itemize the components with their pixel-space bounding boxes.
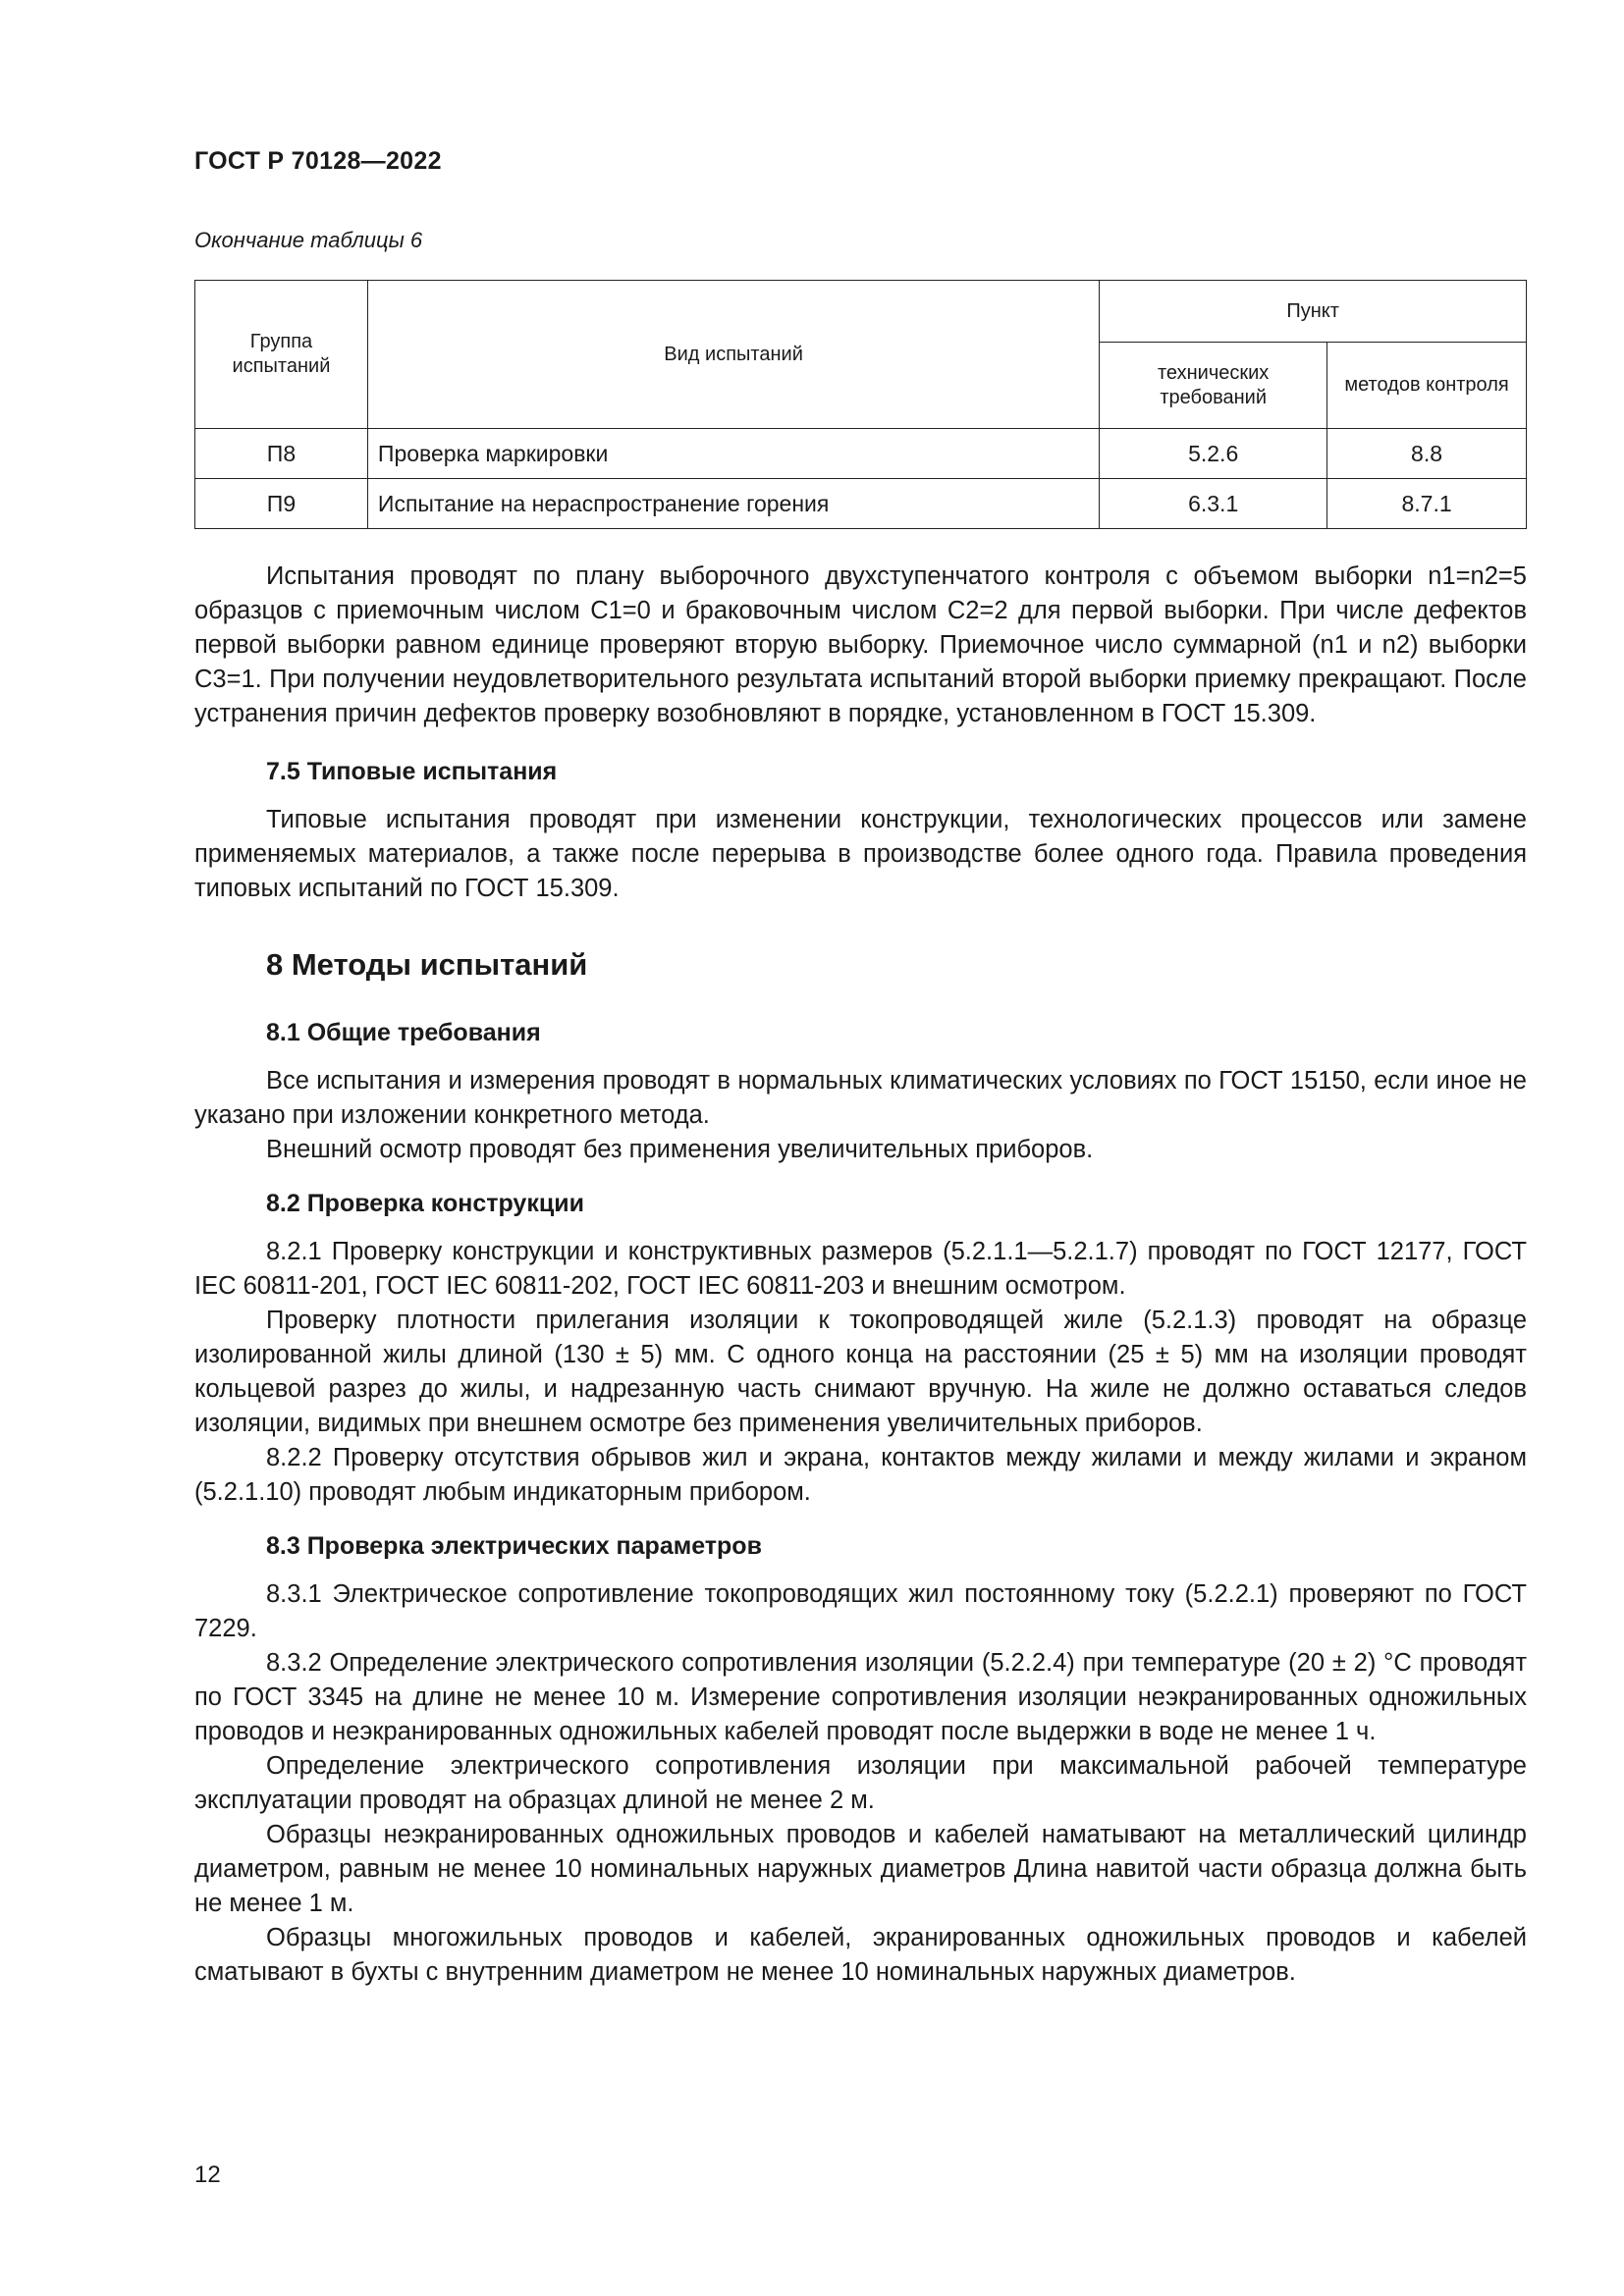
header-tech-requirements: технических требований	[1100, 343, 1327, 429]
cell-group: П8	[195, 429, 368, 479]
paragraph-8-3-1: 8.3.1 Электрическое сопротивление токопроводящих жил постоянному току (5.2.2.1) проверяют по ГОСТ 7229.	[194, 1580, 1527, 1642]
cell-group: П9	[195, 479, 368, 529]
cell-test-type: Испытание на нераспространение горения	[367, 479, 1099, 529]
paragraph-8-1-inspection: Внешний осмотр проводят без применения увеличительных приборов.	[266, 1136, 1094, 1163]
cell-tech: 6.3.1	[1100, 479, 1327, 529]
cell-test-type: Проверка маркировки	[367, 429, 1099, 479]
cell-method: 8.7.1	[1327, 479, 1527, 529]
header-group: Группа испытаний	[195, 281, 368, 429]
table-row	[195, 479, 1527, 529]
document-body	[194, 560, 1527, 1990]
paragraph-8-3-2-single-core: Образцы неэкранированных одножильных проводов и кабелей наматывают на металлический цилиндр диаметром, равным не менее 10 номинальных наружных диаметров Длина навитой части образца должна быть не менее 1 м.	[194, 1821, 1527, 1917]
paragraph-8-1-conditions: Все испытания и измерения проводят в нормальных климатических условиях по ГОСТ 15150, если иное не указано при изложении конкретного метода.	[194, 1067, 1527, 1129]
table-header-row	[195, 281, 1527, 343]
heading-8-2: 8.2 Проверка конструкции	[266, 1190, 584, 1217]
paragraph-type-tests: Типовые испытания проводят при изменении конструкции, технологических процессов или замене применяемых материалов, а также после перерыва в производстве более одного года. Правила проведения типовых испытаний по ГОСТ 15.309.	[194, 806, 1527, 902]
paragraph-8-3-2-max-temp: Определение электрического сопротивления изоляции при максимальной рабочей температуре эксплуатации проводят на образцах длиной не менее 2 м.	[194, 1752, 1527, 1814]
paragraph-8-2-1-adhesion: Проверку плотности прилегания изоляции к токопроводящей жиле (5.2.1.3) проводят на образце изолированной жилы длиной (130 ± 5) мм. С одного конца на расстоянии (25 ± 5) мм на изоляции проводят кольцевой разрез до жилы, и надрезанную часть снимают вручную. На жиле не должно оставаться следов изоляции, видимых при внешнем осмотре без применения увеличительных приборов.	[194, 1307, 1527, 1437]
paragraph-8-2-1: 8.2.1 Проверку конструкции и конструктивных размеров (5.2.1.1—5.2.1.7) проводят по ГОСТ 12177, ГОСТ IEC 60811-201, ГОСТ IEC 60811-202, ГОСТ IEC 60811-203 и внешним осмотром.	[194, 1238, 1527, 1300]
paragraph-sampling-plan: Испытания проводят по плану выборочного двухступенчатого контроля с объемом выборки n1=n2=5 образцов с приемочным числом C1=0 и браковочным числом C2=2 для первой выборки. При числе дефектов первой выборки равном единице проверяют вторую выборку. Приемочное число суммарной (n1 и n2) выборки C3=1. При получении неудовлетворительного результата испытаний второй выборки приемку прекращают. После устранения причин дефектов проверку возобновляют в порядке, установленном в ГОСТ 15.309.	[194, 562, 1527, 727]
table-6	[194, 280, 1527, 529]
document-header: ГОСТ Р 70128—2022	[194, 147, 442, 175]
heading-7-5: 7.5 Типовые испытания	[266, 758, 558, 785]
table-caption: Окончание таблицы 6	[194, 228, 423, 252]
header-test-type: Вид испытаний	[367, 281, 1099, 429]
paragraph-8-3-2-multi-core: Образцы многожильных проводов и кабелей, экранированных одножильных проводов и кабелей сматывают в бухты с внутренним диаметром не менее 10 номинальных наружных диаметров.	[194, 1924, 1527, 1986]
page-number: 12	[194, 2162, 221, 2188]
header-clause: Пункт	[1100, 281, 1527, 343]
cell-method: 8.8	[1327, 429, 1527, 479]
heading-8-3: 8.3 Проверка электрических параметров	[266, 1532, 762, 1560]
header-control-methods: методов контроля	[1327, 343, 1527, 429]
table-row	[195, 429, 1527, 479]
heading-8-1: 8.1 Общие требования	[266, 1019, 541, 1046]
cell-tech: 5.2.6	[1100, 429, 1327, 479]
paragraph-8-2-2: 8.2.2 Проверку отсутствия обрывов жил и экрана, контактов между жилами и между жилами и экраном (5.2.1.10) проводят любым индикаторным прибором.	[194, 1444, 1527, 1506]
paragraph-8-3-2: 8.3.2 Определение электрического сопротивления изоляции (5.2.2.4) при температуре (20 ± 2) °С проводят по ГОСТ 3345 на длине не менее 10 м. Измерение сопротивления изоляции неэкранированных одножильных проводов и неэкранированных одножильных кабелей проводят после выдержки в воде не менее 1 ч.	[194, 1649, 1527, 1745]
heading-section-8: 8 Методы испытаний	[266, 947, 588, 982]
